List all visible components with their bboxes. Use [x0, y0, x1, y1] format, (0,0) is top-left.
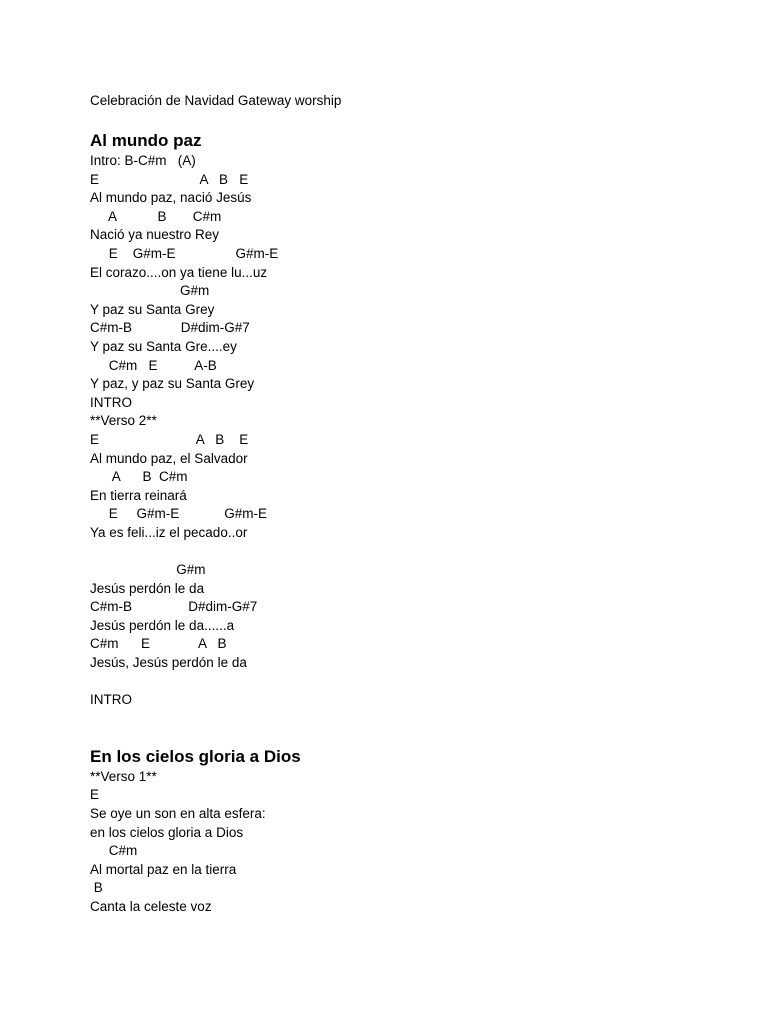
lyric-line: Al mundo paz, nació Jesús — [90, 190, 252, 206]
chord-line: G#m — [90, 283, 210, 299]
chord-line: C#m E A-B — [90, 357, 217, 373]
lyric-line: Al mortal paz en la tierra — [90, 861, 237, 877]
chord-line: G#m — [90, 562, 206, 578]
lyric-line: **Verso 1** — [90, 768, 157, 784]
lyric-line: INTRO — [90, 394, 132, 410]
lyric-line: Nació ya nuestro Rey — [90, 227, 220, 243]
song-al-mundo-paz — [90, 130, 730, 710]
song-title: Al mundo paz — [90, 131, 202, 150]
document-title: Celebración de Navidad Gateway worship — [90, 93, 342, 108]
lyric-line: INTRO — [90, 692, 132, 708]
chord-line: C#m-B D#dim-G#7 — [90, 320, 250, 336]
song-lyrics-chords — [90, 768, 730, 917]
blank-line — [90, 542, 730, 561]
chord-line: A B C#m — [90, 469, 188, 485]
lyric-line: Ya es feli...iz el pecado..or — [90, 524, 248, 540]
lyric-line: Canta la celeste voz — [90, 898, 212, 914]
lyric-line: Jesús perdón le da......a — [90, 617, 235, 633]
song-lyrics-chords — [90, 152, 730, 710]
lyric-line: El corazo....on ya tiene lu...uz — [90, 264, 268, 280]
chord-line: C#m-B D#dim-G#7 — [90, 599, 258, 615]
chord-line: E A B E — [90, 171, 249, 187]
chord-line: E G#m-E G#m-E — [90, 245, 279, 261]
chord-line: C#m — [90, 843, 138, 859]
lyric-line: Al mundo paz, el Salvador — [90, 450, 248, 466]
document-page — [90, 91, 730, 917]
lyric-line: Y paz su Santa Gre....ey — [90, 338, 237, 354]
lyric-line: Se oye un son en alta esfera: — [90, 806, 266, 821]
chord-line: C#m E A B — [90, 636, 227, 652]
chord-line: B — [90, 880, 103, 896]
lyric-line: Jesús, Jesús perdón le da — [90, 655, 247, 671]
lyric-line: en los cielos gloria a Dios — [90, 824, 244, 840]
blank-line — [90, 673, 730, 692]
song-en-los-cielos-gloria-a-dios — [90, 746, 730, 917]
lyric-line: En tierra reinará — [90, 487, 187, 503]
song-title: En los cielos gloria a Dios — [90, 746, 301, 766]
lyric-line: Y paz su Santa Grey — [90, 301, 215, 317]
chord-line: E G#m-E G#m-E — [90, 506, 268, 522]
chord-line: A B C#m — [90, 208, 222, 224]
lyric-line: Jesús perdón le da — [90, 580, 205, 596]
lyric-line: Intro: B-C#m (A) — [90, 153, 196, 168]
lyric-line: Y paz, y paz su Santa Grey — [90, 376, 255, 392]
chord-line: E A B E — [90, 431, 249, 447]
lyric-line: **Verso 2** — [90, 413, 157, 429]
chord-line: E — [90, 787, 100, 803]
